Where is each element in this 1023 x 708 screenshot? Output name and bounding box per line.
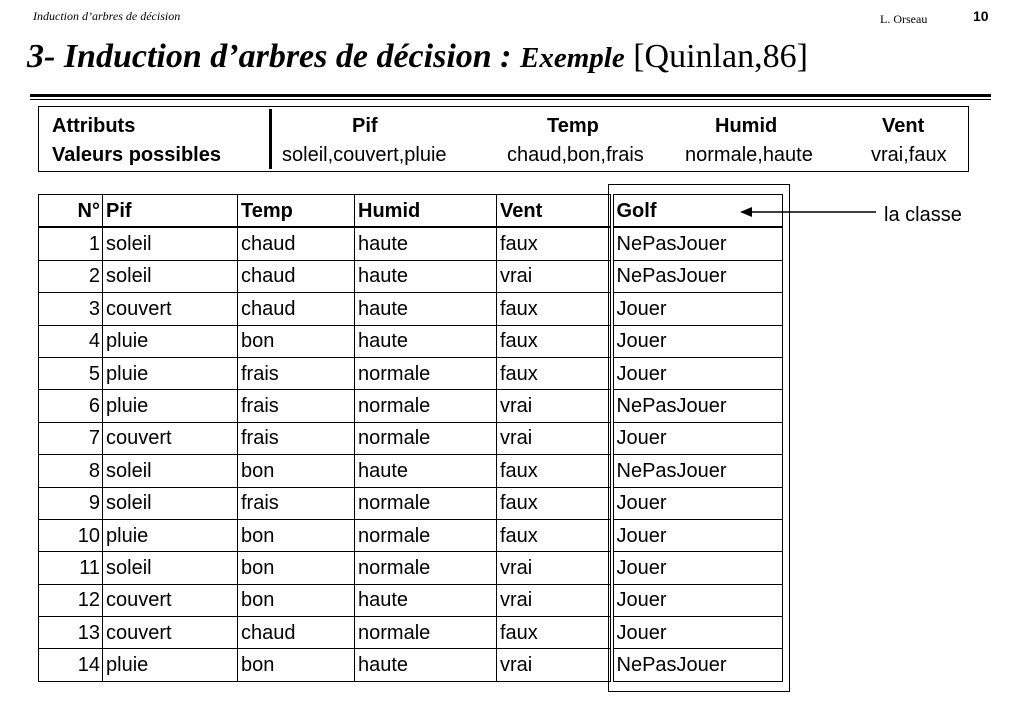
table-cell: bon: [238, 552, 355, 584]
table-cell: 4: [39, 325, 103, 357]
table-cell: Jouer: [612, 422, 783, 454]
table-cell: normale: [355, 552, 497, 584]
attribute-values: normale,haute: [685, 144, 813, 166]
table-cell: frais: [238, 487, 355, 519]
table-cell: Jouer: [612, 293, 783, 325]
table-cell: haute: [355, 227, 497, 260]
table-cell: Jouer: [612, 487, 783, 519]
table-cell: NePasJouer: [612, 455, 783, 487]
table-cell: haute: [355, 325, 497, 357]
table-cell: chaud: [238, 293, 355, 325]
attribute-name: Temp: [547, 115, 599, 137]
table-cell: 10: [39, 519, 103, 551]
table-cell: couvert: [103, 293, 238, 325]
table-cell: normale: [355, 357, 497, 389]
table-cell: vrai: [497, 584, 612, 616]
title-rule-thin: [30, 99, 991, 100]
slide-title: [27, 38, 808, 76]
column-header: Golf: [612, 195, 783, 228]
table-cell: 14: [39, 649, 103, 681]
table-cell: couvert: [103, 617, 238, 649]
table-cell: haute: [355, 649, 497, 681]
table-cell: soleil: [103, 552, 238, 584]
class-column-frame: [608, 184, 790, 692]
attribute-values: chaud,bon,frais: [507, 144, 644, 166]
class-annotation: la classe: [884, 204, 962, 226]
attribute-name: Pif: [352, 115, 378, 137]
table-cell: vrai: [497, 422, 612, 454]
possible-values-label: Valeurs possibles: [52, 144, 221, 166]
table-cell: vrai: [497, 260, 612, 292]
table-cell: faux: [497, 487, 612, 519]
table-cell: 6: [39, 390, 103, 422]
table-cell: 11: [39, 552, 103, 584]
table-cell: normale: [355, 422, 497, 454]
table-cell: frais: [238, 357, 355, 389]
table-cell: NePasJouer: [612, 227, 783, 260]
table-cell: pluie: [103, 519, 238, 551]
attribute-name: Humid: [715, 115, 778, 137]
table-cell: Jouer: [612, 519, 783, 551]
table-cell: NePasJouer: [612, 390, 783, 422]
table-cell: NePasJouer: [612, 260, 783, 292]
column-header: N°: [39, 195, 103, 228]
attributes-label: Attributs: [52, 115, 136, 137]
table-cell: Jouer: [612, 325, 783, 357]
column-header: Pif: [103, 195, 238, 228]
table-cell: 3: [39, 293, 103, 325]
table-cell: soleil: [103, 227, 238, 260]
table-cell: Jouer: [612, 357, 783, 389]
table-cell: couvert: [103, 584, 238, 616]
table-cell: chaud: [238, 617, 355, 649]
table-cell: vrai: [497, 390, 612, 422]
table-cell: faux: [497, 293, 612, 325]
table-cell: bon: [238, 325, 355, 357]
table-cell: normale: [355, 390, 497, 422]
table-cell: couvert: [103, 422, 238, 454]
slide-header-title: Induction d’arbres de décision: [33, 9, 181, 23]
table-cell: faux: [497, 325, 612, 357]
table-cell: Jouer: [612, 584, 783, 616]
table-cell: bon: [238, 649, 355, 681]
title-example: Exemple: [520, 42, 625, 74]
table-cell: chaud: [238, 227, 355, 260]
table-cell: faux: [497, 357, 612, 389]
table-cell: 8: [39, 455, 103, 487]
table-cell: Jouer: [612, 617, 783, 649]
table-cell: normale: [355, 487, 497, 519]
attribute-name: Vent: [882, 115, 925, 137]
table-cell: faux: [497, 519, 612, 551]
table-cell: pluie: [103, 325, 238, 357]
table-cell: faux: [497, 227, 612, 260]
table-cell: pluie: [103, 390, 238, 422]
table-cell: pluie: [103, 357, 238, 389]
title-reference: [Quinlan,86]: [624, 38, 808, 75]
table-cell: chaud: [238, 260, 355, 292]
table-cell: vrai: [497, 649, 612, 681]
table-cell: 1: [39, 227, 103, 260]
table-cell: vrai: [497, 552, 612, 584]
table-cell: soleil: [103, 455, 238, 487]
page-number: 10: [973, 8, 989, 24]
table-cell: Jouer: [612, 552, 783, 584]
table-cell: bon: [238, 519, 355, 551]
table-cell: bon: [238, 584, 355, 616]
arrow-left-icon: [740, 204, 880, 220]
table-cell: faux: [497, 455, 612, 487]
table-cell: frais: [238, 422, 355, 454]
table-cell: pluie: [103, 649, 238, 681]
table-cell: frais: [238, 390, 355, 422]
table-cell: 12: [39, 584, 103, 616]
table-cell: soleil: [103, 487, 238, 519]
table-cell: 13: [39, 617, 103, 649]
table-cell: 5: [39, 357, 103, 389]
table-cell: bon: [238, 455, 355, 487]
slide-author: L. Orseau: [880, 12, 928, 26]
attributes-separator: [269, 109, 272, 169]
table-cell: 7: [39, 422, 103, 454]
table-cell: NePasJouer: [612, 649, 783, 681]
table-cell: soleil: [103, 260, 238, 292]
table-cell: normale: [355, 617, 497, 649]
table-cell: haute: [355, 293, 497, 325]
column-header: Temp: [238, 195, 355, 228]
table-cell: haute: [355, 260, 497, 292]
table-cell: 9: [39, 487, 103, 519]
table-cell: haute: [355, 584, 497, 616]
table-cell: normale: [355, 519, 497, 551]
attribute-values: vrai,faux: [871, 144, 947, 166]
table-cell: faux: [497, 617, 612, 649]
table-cell: haute: [355, 455, 497, 487]
attribute-values: soleil,couvert,pluie: [282, 144, 447, 166]
title-rule-thick: [30, 94, 991, 97]
title-main: 3- Induction d’arbres de décision :: [27, 38, 520, 75]
column-header: Vent: [497, 195, 612, 228]
column-header: Humid: [355, 195, 497, 228]
attributes-box: [38, 106, 969, 172]
table-cell: 2: [39, 260, 103, 292]
